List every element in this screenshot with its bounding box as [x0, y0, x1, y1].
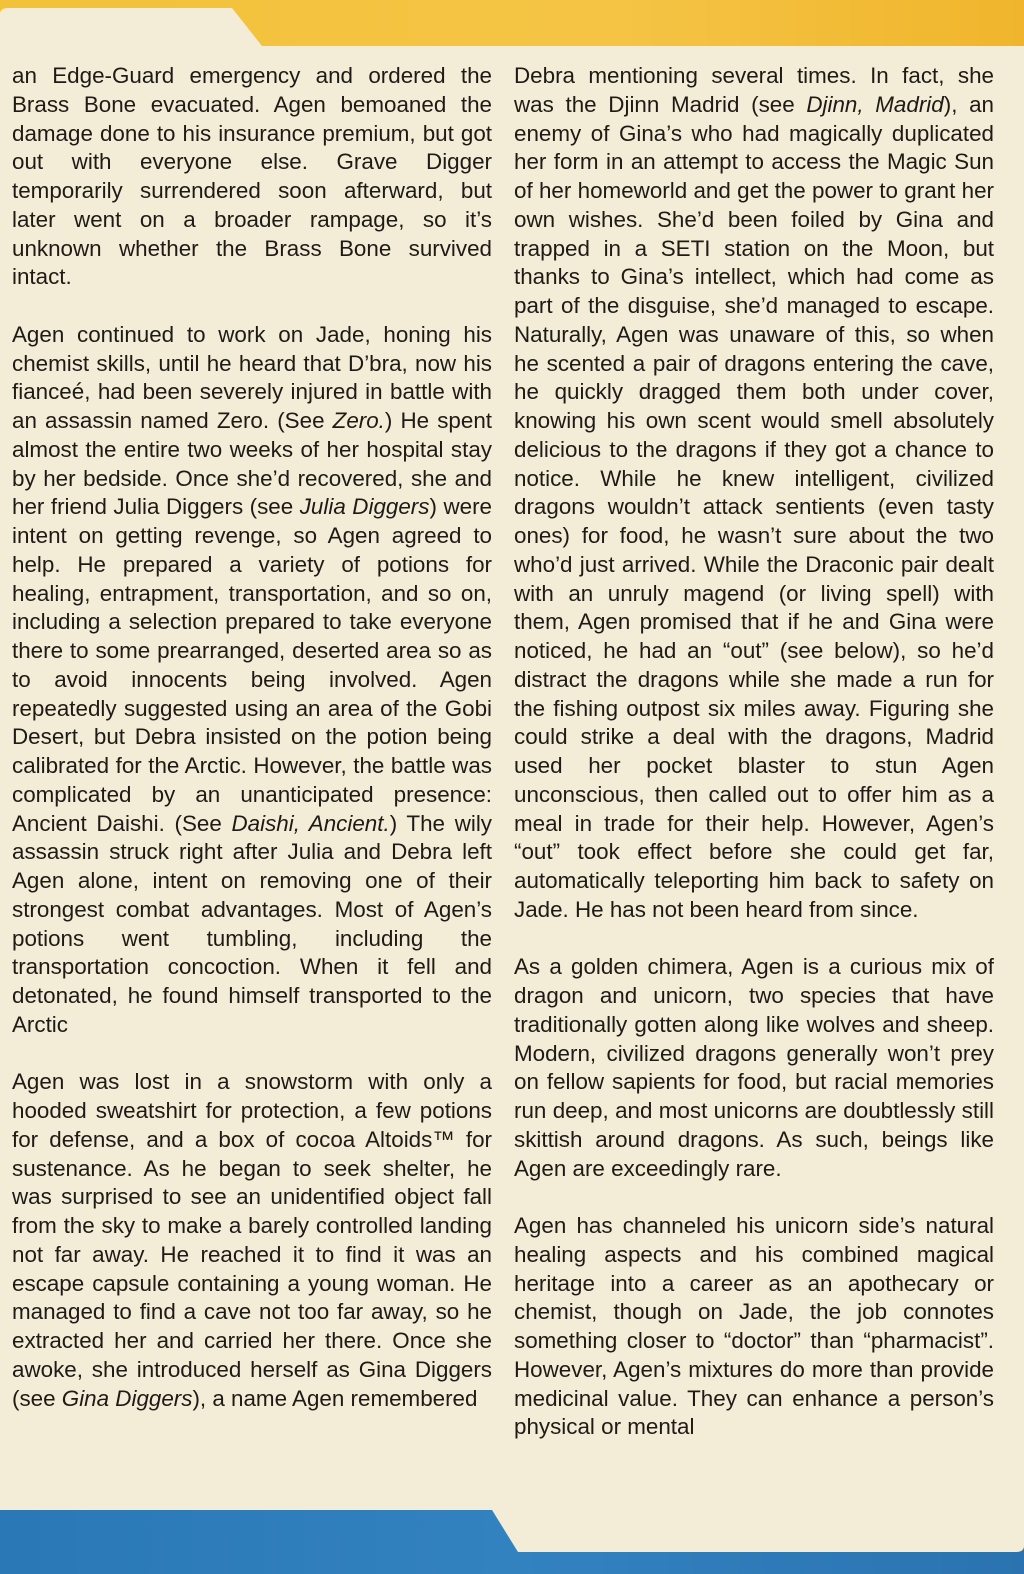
paragraph-agen-continued — [12, 321, 492, 1040]
cross-reference: Zero. — [332, 408, 385, 433]
bottom-page-tab-shape — [0, 1494, 1024, 1574]
left-text-column — [12, 62, 492, 1413]
right-text-column — [514, 62, 994, 1442]
paragraph-snowstorm — [12, 1068, 492, 1413]
text-run: Agen continued to work on Jade, honing his chemist skills, until he heard that D’bra, now his fianceé, had been severely injured in battle with an assassin named Zero. (See — [12, 321, 492, 433]
paragraph-golden-chimera: As a golden chimera, Agen is a curious mix of dragon and unicorn, two species that have traditionally gotten along like wolves and sheep. Modern, civilized dragons generally won’t prey on fellow sapients for food, but racial memories run deep, and most unicorns are doubtlessly still skittish around dragons. As such, beings like Agen are exceedingly rare. — [514, 954, 994, 1181]
text-run: ) He spent almost the entire two weeks of her hospital stay by her bedside. Once she’d recovered, she and her friend Julia Diggers (see — [12, 408, 492, 520]
paragraph-edge-guard: an Edge-Guard emergency and ordered the Brass Bone evacuated. Agen bemoaned the damage done to his insurance premium, but got out with everyone else. Grave Digger temporarily surrendered soon afterward, but later went on a broader rampage, so it’s unknown whether the Brass Bone survived intact. — [12, 63, 492, 290]
text-run: Debra mentioning several times. In fact, she was the Djinn Madrid (see — [514, 63, 994, 117]
text-run: ), a name Agen remembered — [192, 1385, 478, 1411]
text-run: Agen was lost in a snowstorm with only a hooded sweatshirt for protection, a few potions for defense, and a box of cocoa Altoids™ for sustenance. As he began to seek shelter, he was surprised to see an unidentified object fall from the sky to make a barely controlled landing not far away. He reached it to find it was an escape capsule containing a young woman. He managed to find a cave not too far away, so he extracted her and carried her there. Once she awoke, she introduced herself as Gina Diggers (see — [12, 1069, 492, 1411]
text-run: ) The wily assassin struck right after Julia and Debra left Agen alone, intent on removing one of their strongest combat advantages. Most of Agen’s potions went tumbling, including the transportation concoction. When it fell and detonated, he found himself transported to the Arctic — [12, 810, 493, 1037]
paragraph-djinn-madrid — [514, 62, 994, 925]
cross-reference: Daishi, Ancient. — [231, 810, 390, 836]
text-run: ) were intent on getting revenge, so Agen agreed to help. He prepared a variety of potions for healing, entrapment, transportation, and so on, including a selection prepared to take everyone there to some prearranged, deserted area so as to avoid innocents being involved. Agen repeatedly suggested using an area of the Gobi Desert, but Debra insisted on the potion being calibrated for the Arctic. However, the battle was complicated by an unanticipated presence: Ancient Daishi. (See — [12, 494, 492, 836]
paragraph-apothecary: Agen has channeled his unicorn side’s natural healing aspects and his combined magical heritage into a career as an apothecary or chemist, though on Jade, the job connotes something closer to “doctor” than “pharmacist”. However, Agen’s mixtures do more than provide medicinal value. They can enhance a person’s physical or mental — [514, 1213, 994, 1440]
cross-reference: Julia Diggers — [299, 494, 430, 520]
cross-reference: Gina Diggers — [61, 1385, 193, 1411]
text-run: ), an enemy of Gina’s who had magically duplicated her form in an attempt to access the Magic Sun of her homeworld and get the power to grant her own wishes. She’d been foiled by Gina and trapped in a SETI station on the Moon, but thanks to Gina’s intellect, which had come as part of the disguise, she’d managed to escape. Naturally, Agen was unaware of this, so when he scented a pair of dragons entering the cave, he quickly dragged them both under cover, knowing his own scent would smell absolutely delicious to the dragons if they got a chance to notice. While he knew intelligent, civilized dragons wouldn’t attack sentients (even tasty ones) for food, he wasn’t sure about the two who’d just arrived. While the Draconic pair dealt with an unruly magend (or living spell) with them, Agen promised that if he and Gina were noticed, he had an “out” (see below), so he’d distract the dragons while she made a run for the fishing outpost six miles away. Figuring she could strike a deal with the dragons, Madrid used her pocket blaster to stun Agen unconscious, then called out to offer him as a meal in trade for their help. However, Agen’s “out” took effect before she could get far, automatically teleporting him back to safety on Jade. He has not been heard from since. — [514, 91, 994, 922]
cross-reference: Djinn, Madrid — [806, 91, 944, 117]
page-tab-shape — [0, 0, 1024, 70]
